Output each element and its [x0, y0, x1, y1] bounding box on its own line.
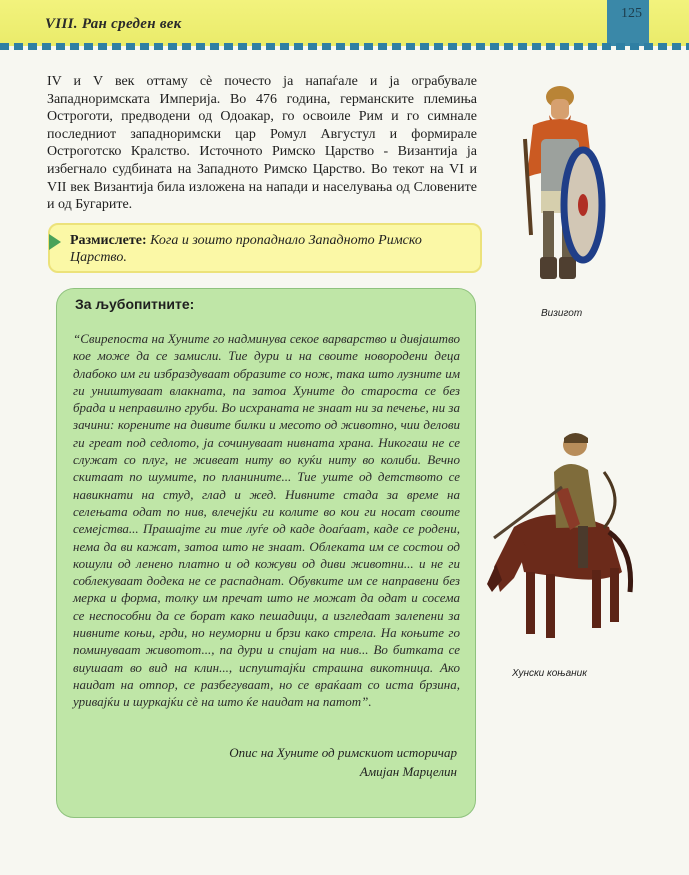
body-paragraph: IV и V век оттаму сè почесто ја напаѓале и ја ограбувале Западноримската Империја. Во 476 година, германските племиња Остроготи, предводени од Одоакар, го освоиле Рим и го симнале последниот западноримски цар Ромул Августул и формирале Остроготско Кралство. Источното Римско Царство - Византија ја избегнало судбината на Западното Римско Царство. Во текот на VI и VII век Византија била изложена на напади и населувања од Словените и од Бугарите. — [47, 74, 477, 213]
visigoth-illustration — [505, 85, 615, 300]
attribution-line-2: Амијан Марцелин — [359, 764, 457, 779]
quote-attribution — [127, 743, 457, 781]
page-number: 125 — [621, 6, 642, 21]
curious-title: За љубопитните: — [75, 296, 195, 312]
think-label: Размислете: — [70, 233, 147, 248]
arrow-icon — [49, 234, 61, 250]
think-question: Кога и зошто пропаднало Западното Римско Царство. — [70, 233, 422, 265]
huns-quote: “Свирепоста на Хуните го надминува секое варварство и дивјаштво кое може да се замисли. Тие дури и на своите новородени деца длабоко им ги избраздуваат образите со нож, така што лузните им ги уништуваат влакната, па затоа Хуните до староста се без брада и неправилно груби. Во исхраната не знаат ни за печење, ни за зачини: корените на дивите билки и месото од животно, чии делови ги греат под седлото, ја сочинуваат нивната храна. Никогаш не се служат со плуг, не живеат ниту во куќи ниту во колиби. Вечно скитаат по шумите, по планините... Тие уште од детството се навикнати на студ, глад и жед. Нивните стада за време на селењата одат по нив, влечејќи ги колите во кои ги носат своите семејства... Прашајте ги тие луѓе од каде доаѓаат, каде се родени, нема да ви кажат, затоа што не знаат. Облеката им се состои од кошули од ленено платно и од кожуви од диви животни... и не ги соблекуваат додека не се распаднат. Обувките им се направени без мерка и форма, толку им пречат што не можат да одат и сосема се неспособни да се борат како пешадици, а изгледаат залепени за нивните коњи, грди, но неуморни и брзи како стрела. На коњите го поминуваат животот..., па дури и спијат на нив... Во битката се виушаат во вид на клин..., испуштајќи страшна викотница. Ако наидат на отпор, се разбегуваат, но се враќаат со иста брзина, уривајќи и шуркајќи сè на што ќе наидат на патот”. — [73, 331, 460, 710]
attribution-line-1: Опис на Хуните од римскиот историчар — [229, 745, 457, 760]
chapter-title: VIII. Ран среден век — [45, 16, 182, 32]
visigoth-caption: Визигот — [541, 308, 583, 319]
header-dashed-border — [0, 43, 689, 50]
page-header — [0, 0, 689, 46]
hun-horseman-caption: Хунски коњаник — [512, 668, 587, 679]
think-content — [70, 232, 470, 266]
hun-horseman-illustration — [484, 432, 642, 648]
curious-box — [56, 288, 476, 818]
think-box — [48, 223, 482, 273]
